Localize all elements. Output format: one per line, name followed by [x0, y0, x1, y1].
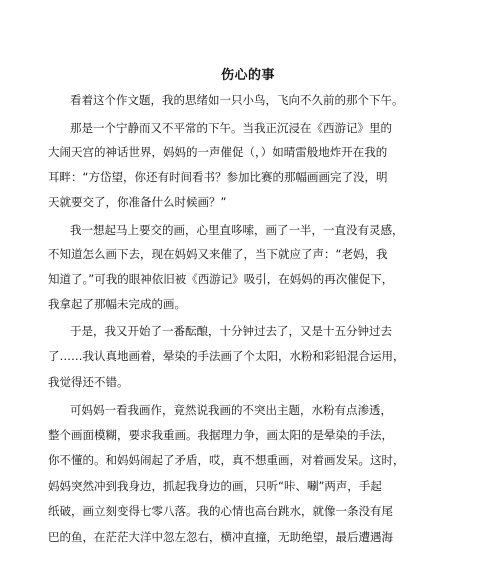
- paragraph-line: 我拿起了那幅未完成的画。: [48, 297, 186, 311]
- paragraph-line: 天就要交了，你准备什么时候画？”: [48, 195, 227, 209]
- paragraph-line: 妈妈突然冲到我身边，抓起我身边的画，只听“咔、唰”两声，手起: [48, 479, 382, 493]
- paragraph-line: 我觉得还不错。: [48, 375, 129, 389]
- page-title: 伤心的事: [220, 68, 275, 83]
- paragraph-line: 你不懂的。和妈妈闹起了矛盾，哎，真不想重画，对着画发呆。这时，: [48, 453, 405, 467]
- paragraph-line: 我一想起马上要交的画，心里直哆嗦，画了一半，一直没有灵感，: [70, 223, 404, 237]
- paragraph-line: 大闹天宫的神话世界，妈妈的一声催促（，）如晴雷般地炸开在我的: [48, 145, 388, 159]
- paragraph-line: 不知道怎么画下去，现在妈妈又来催了，当下就应了声：“老妈，我: [48, 247, 388, 261]
- paragraph-line: 看着这个作文题，我的思绪如一只小鸟，飞向不久前的那个下午。: [70, 93, 404, 107]
- paragraph-line: 于是，我又开始了一番酝酿，十分钟过去了，又是十五分钟过去: [70, 324, 392, 338]
- paragraph-line: 了……我认真地画着，晕染的手法画了个太阳，水粉和彩铅混合运用，: [48, 349, 405, 363]
- paragraph-line: 那是一个宁静而又不平常的下午。当我正沉浸在《西游记》里的: [70, 121, 392, 135]
- paragraph-line: 知道了。”可我的眼神依旧被《西游记》吸引，在妈妈的再次催促下，: [48, 272, 394, 286]
- paragraph-line: 纸破，画立刻变得七零八落。我的心情也高台跳水，就像一条没有尾: [48, 504, 393, 518]
- paragraph-line: 巴的鱼，在茫茫大洋中忽左忽右，横冲直撞，无助绝望，最后遭遇海: [48, 530, 393, 544]
- paragraph-line: 耳畔：“方岱望，你还有时间看书？参加比赛的那幅画画完了没，明: [48, 170, 388, 184]
- paragraph-line: 整个画面模糊，要求我重画。我据理力争，画太阳的是晕染的手法，: [48, 428, 393, 442]
- paragraph-line: 可妈妈一看我画作，竟然说我画的不突出主题，水粉有点渗透，: [70, 403, 392, 417]
